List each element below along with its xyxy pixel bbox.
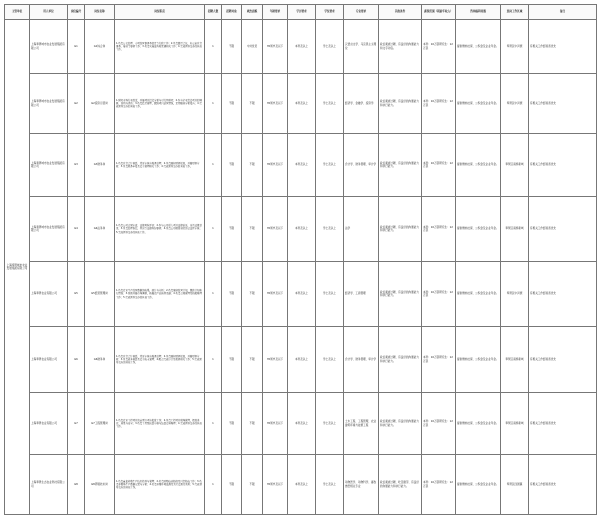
cell-salary: 本科：10万起研究生：12万起 [422,262,456,327]
cell-code: G2 [68,74,85,134]
table-row [5,327,597,393]
cell-target: 不限 [222,327,242,393]
cell-degree: 学士及以上 [316,134,344,197]
cell-title: G7工程管理岗 [85,393,115,455]
cell-note: 有相关工作经验者优先 [529,393,597,455]
cell-degree: 学士及以上 [316,327,344,393]
cell-benefit: 提供缴纳社保、公积金及企业年金。 [456,74,501,134]
column-header: 学历要求 [288,5,316,20]
cell-title: G4法务岗 [85,197,115,262]
cell-target: 不限 [222,20,242,74]
column-header: 招聘对象 [222,5,242,20]
cell-edu: 本科及以上 [288,197,316,262]
cell-political: 不限 [242,197,263,262]
column-header: 专业要求 [344,5,379,20]
cell-political: 中共党员 [242,20,263,74]
column-header: 岗位编号 [68,5,85,20]
cell-duty: 1.研究市场行业政策，开展项目投资分析与可行性研究；2.参与企业投资项目的调研、谈判与评估；3.负责投后管理，跟踪项目运营情况，定期编制分析报告；4.完成领导交办的其他工作。 [115,74,205,134]
cell-benefit: 提供缴纳社保、公积金及企业年金。 [456,134,501,197]
cell-code: G4 [68,197,85,262]
cell-note: 有相关工作经验者优先 [529,74,597,134]
column-header: 主管单位 [5,5,30,20]
cell-major: 会计学、财务管理、审计学 [344,327,379,393]
cell-benefit: 提供缴纳社保、公积金及企业年金。 [456,197,501,262]
cell-title: G6财务岗 [85,327,115,393]
cell-unit: 上海奉贤城市农业发展集团有限公司 [30,74,68,134]
table-row [5,134,597,197]
cell-code: G6 [68,327,85,393]
cell-political: 不限 [242,134,263,197]
cell-target: 不限 [222,197,242,262]
table-row [5,455,597,515]
column-header: 备注 [529,5,597,20]
cell-age: 35周岁及以下 [263,393,288,455]
cell-major: 会计学、财务管理、审计学 [344,134,379,197]
cell-political: 不限 [242,74,263,134]
cell-count: 1 [205,197,222,262]
cell-duty: 1.负责日常会计核算、凭证审核与账务处理；2.负责编制财务报表，开展财务分析；3.负责成本核算及资金收支管理；4.配合完成审计及税务相关工作；5.完成领导交办的其他工作。 [115,327,205,393]
cell-note: 有相关工作经验者优先 [529,262,597,327]
cell-area: 奉贤区中河源 [501,262,529,327]
column-header: 岗位职责 [115,5,205,20]
cell-duty: 1.负责公司合同审查、法律风险评估；2.参与公司重大项目法律论证，出具法律意见；3.负责处理诉讼、仲裁等法律纠纷事务；4.负责公司规章制度的合法性审核；5.完成领导交办的其他工作。 [115,197,205,262]
cell-age: 35周岁及以下 [263,134,288,197]
cell-age: 35周岁及以下 [263,327,288,393]
cell-area: 奉贤区四团镇 [501,455,529,515]
cell-note: 有相关工作经验者优先 [529,197,597,262]
column-header: 政治面貌 [242,5,263,20]
cell-other: 政治素质过硬、有良好的沟通能力和文字功底。 [379,20,422,74]
cell-area: 奉贤区南桥新城 [501,197,529,262]
cell-code: G3 [68,134,85,197]
cell-duty: 1.负责畜禽养殖生产技术指导与管理；2.负责动物疫病防控及日常防疫工作；3.负责养殖场生产数据记录与分析；4.负责养殖环境监测及粪污资源化利用；5.完成领导交办的其他工作。 [115,455,205,515]
cell-area: 奉贤区南桥新城 [501,393,529,455]
cell-edu: 本科及以上 [288,74,316,134]
cell-degree: 学士及以上 [316,197,344,262]
cell-title: G3财务岗 [85,134,115,197]
cell-code: G7 [68,393,85,455]
cell-political: 不限 [242,393,263,455]
cell-note: 有相关工作经验者优先 [529,134,597,197]
cell-salary: 本科：10万起研究生：12万起 [422,20,456,74]
cell-edu: 本科及以上 [288,327,316,393]
cell-code: G5 [68,262,85,327]
cell-count: 1 [205,393,222,455]
cell-count: 1 [205,455,222,515]
cell-age: 35周岁及以下 [263,197,288,262]
cell-other: 政治素质过硬、有良好的沟通能力和执行能力。 [379,327,422,393]
cell-political: 不限 [242,327,263,393]
cell-unit: 上海奉贤生态农业科技有限公司 [30,455,68,515]
cell-major: 经济学、金融学、投资学 [344,74,379,134]
cell-benefit: 提供缴纳社保、公积金及企业年金。 [456,20,501,74]
cell-target: 不限 [222,74,242,134]
cell-degree: 学士及以上 [316,262,344,327]
cell-age: 35周岁及以下 [263,455,288,515]
column-header: 年龄要求 [263,5,288,20]
cell-duty: 1.负责农业生产经营数据的收集、统计与分析；2.负责编制经营计划，跟踪计划执行情况；3.协助开展市场调研，拓展农产品销售渠道；4.负责合同管理及档案整理工作；5.完成领导交办的其他工作。 [115,262,205,327]
cell-age: 35周岁及以下 [263,20,288,74]
table-row [5,393,597,455]
cell-salary: 本科：10万起研究生：12万起 [422,327,456,393]
table-row [5,74,597,134]
cell-unit: 上海奉贤农业有限公司 [30,262,68,327]
cell-age: 35周岁及以下 [263,262,288,327]
cell-political: 不限 [242,262,263,327]
cell-major: 法学 [344,197,379,262]
cell-unit: 上海奉贤农业有限公司 [30,327,68,393]
cell-count: 1 [205,20,222,74]
cell-degree: 学士及以上 [316,74,344,134]
cell-other: 政治素质过硬、吃苦耐劳、有良好的沟通能力和执行能力。 [379,455,422,515]
column-header: 咨询福利待遇 [456,5,501,20]
cell-degree: 学士及以上 [316,393,344,455]
cell-note: 有相关工作经验者优先 [529,327,597,393]
cell-note: 有相关工作经验者优先 [529,20,597,74]
header-row [5,5,597,20]
cell-benefit: 提供缴纳社保、公积金及企业年金。 [456,327,501,393]
cell-other: 政治素质过硬、有良好的沟通能力和执行能力。 [379,134,422,197]
column-header: 招聘人数 [205,5,222,20]
recruitment-table [4,4,597,515]
cell-unit: 上海奉贤农业有限公司 [30,393,68,455]
column-header: 薪资范围（税前年收入） [422,5,456,20]
cell-degree: 学士及以上 [316,455,344,515]
cell-edu: 本科及以上 [288,20,316,74]
cell-major: 汉语言文学、马克思主义理论 [344,20,379,74]
cell-benefit: 提供缴纳社保、公积金及企业年金。 [456,455,501,515]
cell-area: 奉贤区中河源 [501,74,529,134]
cell-salary: 本科：10万起研究生：12万起 [422,74,456,134]
cell-salary: 本科：10万起研究生：12万起 [422,393,456,455]
column-header: 其他条件 [379,5,422,20]
table-row [5,262,597,327]
cell-count: 1 [205,327,222,393]
cell-count: 1 [205,74,222,134]
cell-edu: 本科及以上 [288,262,316,327]
cell-duty: 1.负责农业工程项目的前期立项与报批工作；2.负责工程项目现场管理，把控进度、质量与安全；3.负责工程预决算审核与结算资料整理；4.完成领导交办的其他工作。 [115,393,205,455]
cell-title: G1综合岗 [85,20,115,74]
cell-other: 政治素质过硬、有良好的沟通能力和执行能力。 [379,393,422,455]
supervisor-cell: 上海奉贤城市农业发展集团有限公司 [5,20,30,515]
cell-count: 1 [205,134,222,197]
cell-code: G8 [68,455,85,515]
cell-unit: 上海奉贤城市农业发展集团有限公司 [30,20,68,74]
cell-unit: 上海奉贤城市农业发展集团有限公司 [30,197,68,262]
cell-edu: 本科及以上 [288,455,316,515]
cell-count: 1 [205,262,222,327]
cell-title: G5经营管理岗 [85,262,115,327]
cell-duty: 1.负责日常会计核算、凭证审核与账务处理；2.负责编制财务报表，开展财务分析；3.负责税务申报及资金管理相关工作；4.完成领导交办的其他工作。 [115,134,205,197]
cell-major: 动物医学、动物科学、畜牧兽医相关专业 [344,455,379,515]
cell-political: 不限 [242,455,263,515]
column-header: 学位要求 [316,5,344,20]
column-header: 选岗工作区域 [501,5,529,20]
cell-unit: 上海奉贤城市农业发展集团有限公司 [30,134,68,197]
cell-other: 政治素质过硬、有良好的沟通能力和执行能力。 [379,262,422,327]
cell-target: 不限 [222,134,242,197]
cell-benefit: 提供缴纳社保、公积金及企业年金。 [456,262,501,327]
cell-area: 奉贤区南桥新城 [501,134,529,197]
cell-major: 经济学、工商管理 [344,262,379,327]
cell-edu: 本科及以上 [288,134,316,197]
column-header: 用人单位 [30,5,68,20]
cell-note: 有相关工作经验者优先 [529,455,597,515]
cell-title: G2投资运营岗 [85,74,115,134]
cell-area: 奉贤区南桥新城 [501,327,529,393]
cell-other: 政治素质过硬、有良好的沟通能力和执行能力。 [379,74,422,134]
cell-target: 不限 [222,262,242,327]
cell-other: 政治素质过硬、有良好的沟通能力和执行能力。 [379,197,422,262]
cell-title: G8养殖技术岗 [85,455,115,515]
cell-salary: 本科：10万起研究生：12万起 [422,455,456,515]
cell-area: 奉贤区中河源 [501,20,529,74]
cell-salary: 本科：10万起研究生：12万起 [422,134,456,197]
cell-salary: 本科：10万起研究生：12万起 [422,197,456,262]
cell-age: 35周岁及以下 [263,74,288,134]
cell-major: 土木工程、工程管理、农业建筑环境与能源工程 [344,393,379,455]
cell-edu: 本科及以上 [288,393,316,455]
cell-benefit: 提供缴纳社保、公积金及企业年金。 [456,393,501,455]
cell-target: 不限 [222,455,242,515]
cell-duty: 1.负责公文处理、专项经营事务类信息等行政工作；2.负责组织会议、办公室日常事务、接待等事务工作；3.负责实施宣传和党建相关工作；4.完成领导交办的其他工作。 [115,20,205,74]
table-row [5,20,597,74]
cell-code: G1 [68,20,85,74]
cell-degree: 学士及以上 [316,20,344,74]
cell-target: 不限 [222,393,242,455]
column-header: 岗位名称 [85,5,115,20]
table-row [5,197,597,262]
